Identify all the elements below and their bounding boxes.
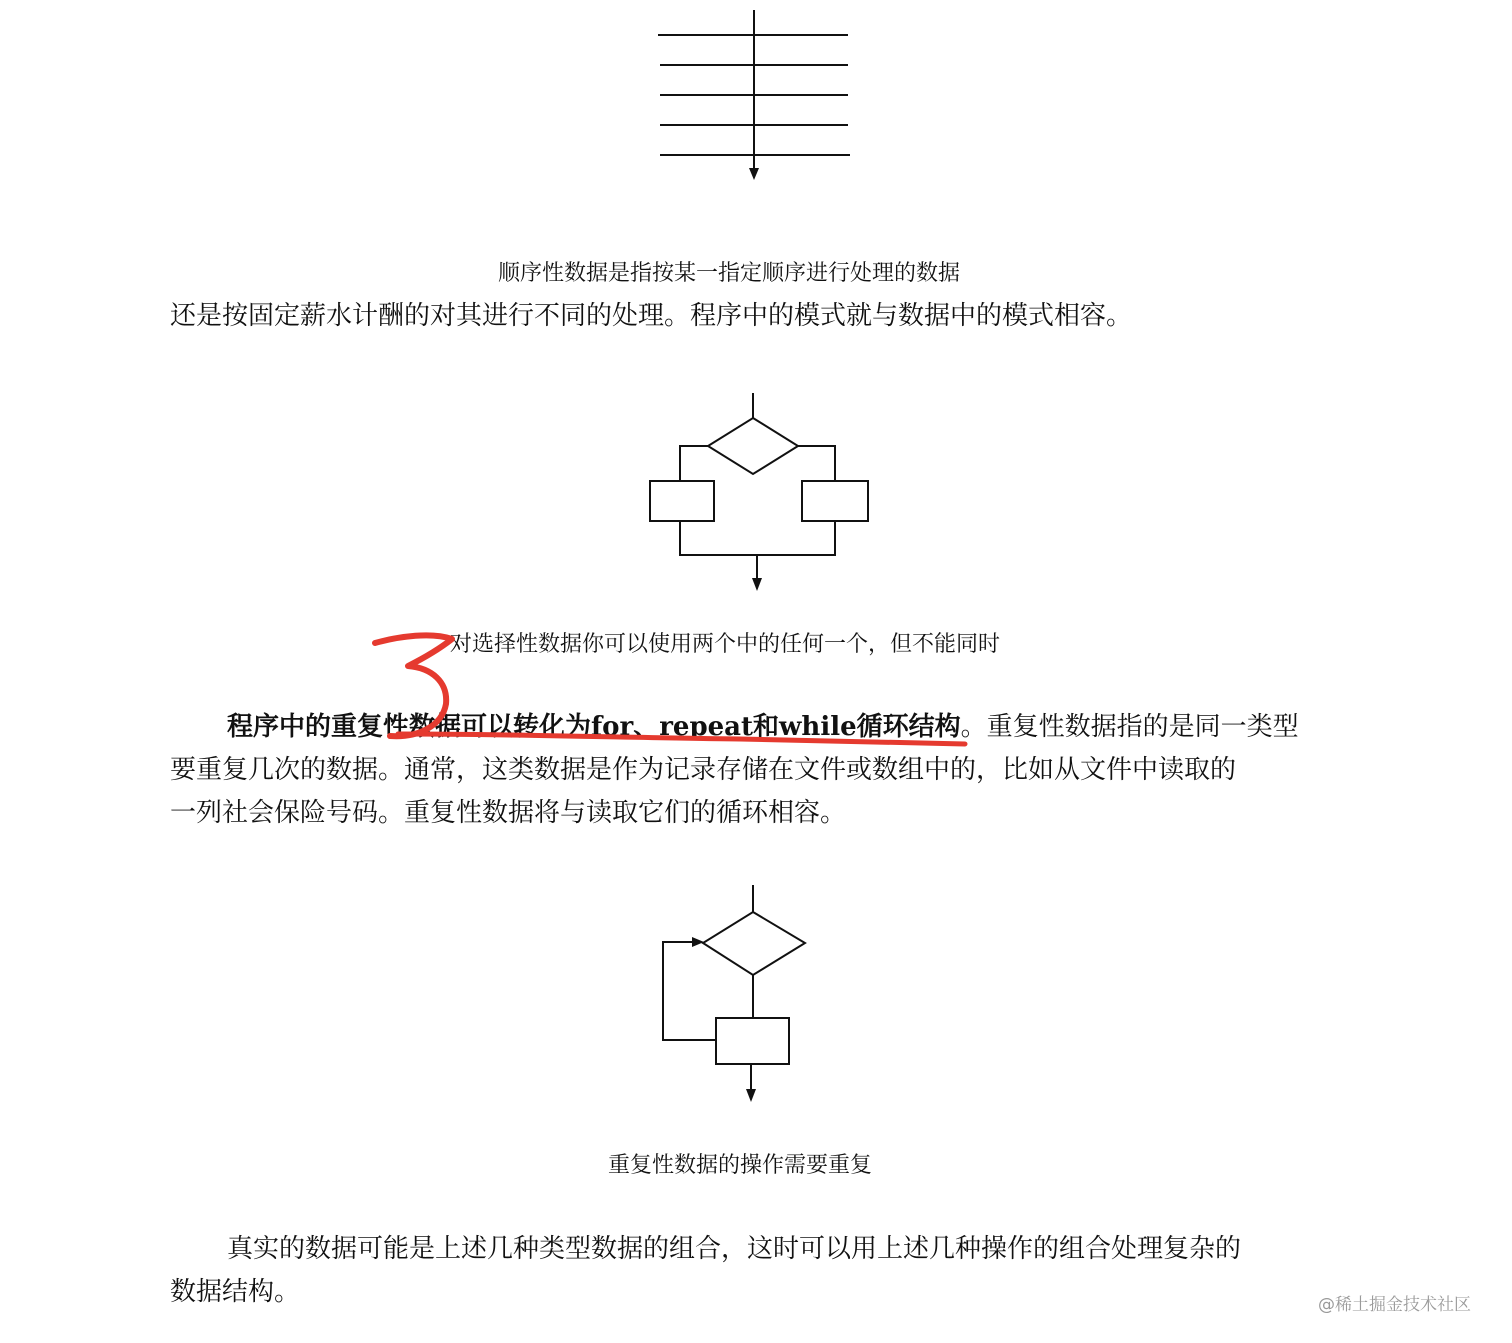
selection-left-branch xyxy=(680,446,708,481)
paragraph-2-rest-text: 。重复性数据指的是同一类型 xyxy=(960,712,1299,742)
selection-left-process-box xyxy=(650,481,714,521)
sequence-arrow-head xyxy=(749,168,759,180)
caption-sequential-data: 顺序性数据是指按某一指定顺序进行处理的数据 xyxy=(498,261,961,286)
paragraph-2-bold-text: 程序中的重复性数据可以转化为for、repeat和while循环结构 xyxy=(227,712,961,742)
selection-diagram xyxy=(650,393,868,582)
paragraph-3-line-2: 数据结构。 xyxy=(170,1277,301,1307)
loop-decision-diamond xyxy=(703,912,805,975)
paragraph-2-line-2: 要重复几次的数据。通常，这类数据是作为记录存储在文件或数组中的，比如从文件中读取的 xyxy=(170,755,1237,785)
paragraph-2-line-3: 一列社会保险号码。重复性数据将与读取它们的循环相容。 xyxy=(170,798,847,828)
selection-merge-line xyxy=(680,521,835,555)
caption-repetition-data: 重复性数据的操作需要重复 xyxy=(608,1153,873,1178)
paragraph-3-line-1: 真实的数据可能是上述几种类型数据的组合，这时可以用上述几种操作的组合处理复杂的 xyxy=(227,1234,1242,1264)
paragraph-1: 还是按固定薪水计酬的对其进行不同的处理。程序中的模式就与数据中的模式相容。 xyxy=(170,301,1133,331)
selection-arrow-head xyxy=(752,578,762,591)
selection-decision-diamond xyxy=(708,418,798,474)
caption-selection-data: 对选择性数据你可以使用两个中的任何一个，但不能同时 xyxy=(450,632,1001,657)
selection-right-process-box xyxy=(802,481,868,521)
loop-exit-arrow-head xyxy=(746,1089,756,1102)
repetition-diagram xyxy=(663,885,805,1092)
paragraph-2-line-1 xyxy=(227,706,1299,749)
loop-process-box xyxy=(716,1018,789,1064)
selection-right-branch xyxy=(798,446,835,481)
loop-return-arrow-head xyxy=(692,937,704,947)
loop-return-line xyxy=(663,942,716,1040)
watermark-text: @稀土掘金技术社区 xyxy=(1318,1295,1471,1315)
